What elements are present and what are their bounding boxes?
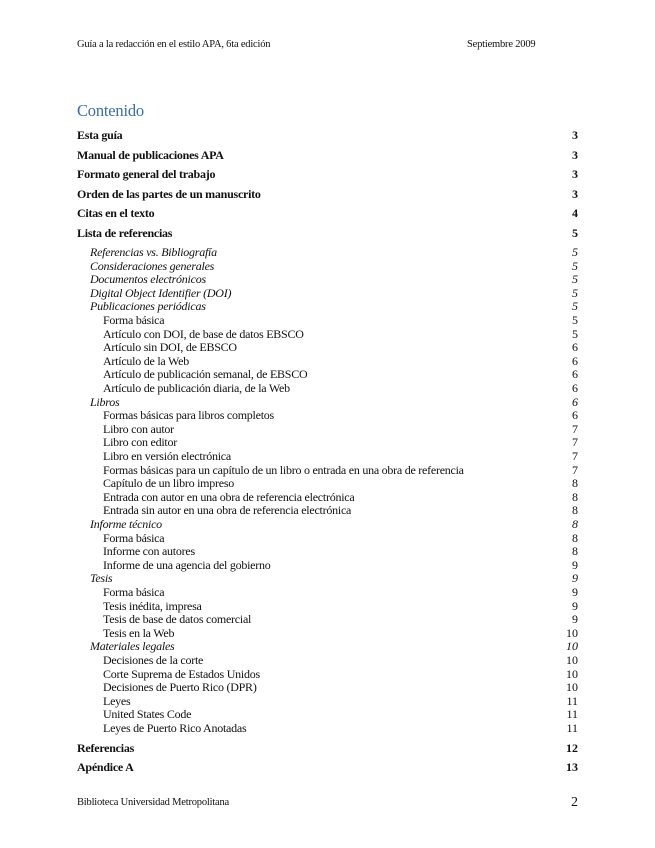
toc-entry-page: 5 xyxy=(572,272,578,286)
toc-entry-page: 7 xyxy=(572,422,578,436)
toc-entry[interactable] xyxy=(0,449,655,464)
toc-entry-text: Decisiones de la corte xyxy=(103,653,204,667)
running-header-date: Septiembre 2009 xyxy=(467,39,536,50)
toc-entry[interactable] xyxy=(0,367,655,382)
toc-entry[interactable] xyxy=(0,435,655,450)
toc-entry-page: 9 xyxy=(572,585,578,599)
footer-library-name: Biblioteca Universidad Metropolitana xyxy=(77,797,230,808)
toc-entry-text: Entrada con autor en una obra de referencia electrónica xyxy=(103,490,355,504)
toc-entry-text: Formato general del trabajo xyxy=(77,167,216,181)
toc-entry-page: 9 xyxy=(572,571,578,585)
toc-entry-page: 3 xyxy=(572,128,578,142)
toc-entry-text: Informe con autores xyxy=(103,544,195,558)
toc-entry-page: 9 xyxy=(572,612,578,626)
toc-entry-page: 6 xyxy=(572,408,578,422)
toc-entry[interactable] xyxy=(0,571,655,586)
toc-entry-text: Informe de una agencia del gobierno xyxy=(103,558,271,572)
toc-entry[interactable] xyxy=(0,653,655,668)
toc-entry[interactable] xyxy=(0,167,655,182)
toc-entry-text: Lista de referencias xyxy=(77,226,173,240)
running-header-title: Guía a la redacción en el estilo APA, 6ta edición xyxy=(77,39,271,50)
toc-entry[interactable] xyxy=(0,408,655,423)
toc-entry-page: 10 xyxy=(566,680,578,694)
toc-entry-text: Referencias vs. Bibliografía xyxy=(90,245,217,259)
toc-entry-page: 12 xyxy=(566,741,578,755)
toc-entry-text: Formas básicas para libros completos xyxy=(103,408,274,422)
toc-entry[interactable] xyxy=(0,517,655,532)
toc-entry[interactable] xyxy=(0,272,655,287)
toc-entry[interactable] xyxy=(0,680,655,695)
toc-entry-text: Artículo con DOI, de base de datos EBSCO xyxy=(103,327,304,341)
toc-entry[interactable] xyxy=(0,612,655,627)
toc-entry[interactable] xyxy=(0,639,655,654)
toc-entry-text: Formas básicas para un capítulo de un libro o entrada en una obra de referencia xyxy=(103,463,464,477)
toc-entry[interactable] xyxy=(0,148,655,163)
toc-entry-text: Tesis inédita, impresa xyxy=(103,599,202,613)
toc-entry-text: Manual de publicaciones APA xyxy=(77,148,224,162)
toc-entry-text: Documentos electrónicos xyxy=(90,272,206,286)
toc-entry-page: 11 xyxy=(566,721,578,735)
toc-entry-page: 9 xyxy=(572,599,578,613)
toc-entry-page: 5 xyxy=(572,259,578,273)
toc-entry-page: 10 xyxy=(566,639,578,653)
toc-entry-text: Forma básica xyxy=(103,531,165,545)
toc-entry-text: Artículo de publicación semanal, de EBSCO xyxy=(103,367,308,381)
toc-entry-text: Tesis de base de datos comercial xyxy=(103,612,252,626)
toc-entry-page: 5 xyxy=(572,226,578,240)
toc-entry-text: Leyes de Puerto Rico Anotadas xyxy=(103,721,247,735)
toc-entry-page: 8 xyxy=(572,544,578,558)
toc-entry-text: Apéndice A xyxy=(77,760,134,774)
toc-entry-page: 5 xyxy=(572,245,578,259)
toc-entry-page: 8 xyxy=(572,503,578,517)
toc-entry[interactable] xyxy=(0,741,655,756)
toc-entry[interactable] xyxy=(0,721,655,736)
toc-entry-text: Materiales legales xyxy=(90,639,175,653)
toc-entry[interactable] xyxy=(0,476,655,491)
toc-entry-text: Tesis en la Web xyxy=(103,626,175,640)
toc-entry-page: 3 xyxy=(572,148,578,162)
toc-entry-page: 6 xyxy=(572,367,578,381)
toc-entry[interactable] xyxy=(0,544,655,559)
toc-entry-page: 6 xyxy=(572,340,578,354)
toc-entry-page: 8 xyxy=(572,476,578,490)
toc-entry-text: Forma básica xyxy=(103,313,165,327)
toc-entry-page: 4 xyxy=(572,206,578,220)
toc-entry-page: 5 xyxy=(572,313,578,327)
toc-entry-text: Artículo sin DOI, de EBSCO xyxy=(103,340,237,354)
toc-entry[interactable] xyxy=(0,760,655,775)
toc-entry-text: Informe técnico xyxy=(90,517,162,531)
toc-entry[interactable] xyxy=(0,585,655,600)
toc-entry-page: 7 xyxy=(572,463,578,477)
toc-entry-text: United States Code xyxy=(103,707,192,721)
toc-entry-page: 7 xyxy=(572,449,578,463)
toc-entry-text: Publicaciones periódicas xyxy=(90,299,206,313)
toc-entry-text: Capítulo de un libro impreso xyxy=(103,476,234,490)
toc-entry[interactable] xyxy=(0,226,655,241)
toc-entry-page: 6 xyxy=(572,381,578,395)
toc-entry-text: Orden de las partes de un manuscrito xyxy=(77,187,261,201)
toc-entry-page: 11 xyxy=(566,707,578,721)
toc-entry-page: 6 xyxy=(572,395,578,409)
toc-entry-text: Libro en versión electrónica xyxy=(103,449,231,463)
toc-entry-page: 5 xyxy=(572,286,578,300)
toc-entry-page: 10 xyxy=(566,626,578,640)
toc-entry-text: Libro con editor xyxy=(103,435,177,449)
toc-entry-text: Artículo de la Web xyxy=(103,354,189,368)
toc-entry[interactable] xyxy=(0,313,655,328)
toc-entry-text: Tesis xyxy=(90,571,113,585)
toc-entry-text: Decisiones de Puerto Rico (DPR) xyxy=(103,680,257,694)
toc-entry-page: 10 xyxy=(566,653,578,667)
toc-entry-page: 11 xyxy=(566,694,578,708)
toc-entry[interactable] xyxy=(0,245,655,260)
toc-entry[interactable] xyxy=(0,707,655,722)
toc-entry-page: 8 xyxy=(572,531,578,545)
toc-entry-text: Referencias xyxy=(77,741,135,755)
toc-entry[interactable] xyxy=(0,503,655,518)
toc-entry-page: 10 xyxy=(566,667,578,681)
toc-entry-page: 3 xyxy=(572,187,578,201)
footer-page-number: 2 xyxy=(571,795,578,810)
toc-entry-text: Consideraciones generales xyxy=(90,259,215,273)
toc-entry-text: Citas en el texto xyxy=(77,206,155,220)
toc-entry[interactable] xyxy=(0,187,655,202)
toc-entry-text: Forma básica xyxy=(103,585,165,599)
toc-entry-text: Artículo de publicación diaria, de la Web xyxy=(103,381,290,395)
toc-title: Contenido xyxy=(77,101,144,120)
toc-entry-page: 6 xyxy=(572,354,578,368)
toc-entry-text: Entrada sin autor en una obra de referencia electrónica xyxy=(103,503,352,517)
toc-entry[interactable] xyxy=(0,381,655,396)
toc-entry-text: Corte Suprema de Estados Unidos xyxy=(103,667,260,681)
toc-entry-page: 13 xyxy=(566,760,578,774)
toc-entry-text: Libros xyxy=(90,395,120,409)
toc-entry-text: Esta guía xyxy=(77,128,123,142)
toc-entry[interactable] xyxy=(0,340,655,355)
toc-entry-page: 8 xyxy=(572,517,578,531)
toc-entry[interactable] xyxy=(0,299,655,314)
toc-entry-text: Libro con autor xyxy=(103,422,174,436)
toc-entry[interactable] xyxy=(0,206,655,221)
toc-entry-page: 5 xyxy=(572,327,578,341)
toc-entry-text: Leyes xyxy=(103,694,131,708)
toc-entry-page: 7 xyxy=(572,435,578,449)
toc-entry-page: 8 xyxy=(572,490,578,504)
toc-entry-page: 5 xyxy=(572,299,578,313)
toc-entry-page: 9 xyxy=(572,558,578,572)
toc-entry-page: 3 xyxy=(572,167,578,181)
toc-entry[interactable] xyxy=(0,128,655,143)
toc-entry-text: Digital Object Identifier (DOI) xyxy=(90,286,232,300)
